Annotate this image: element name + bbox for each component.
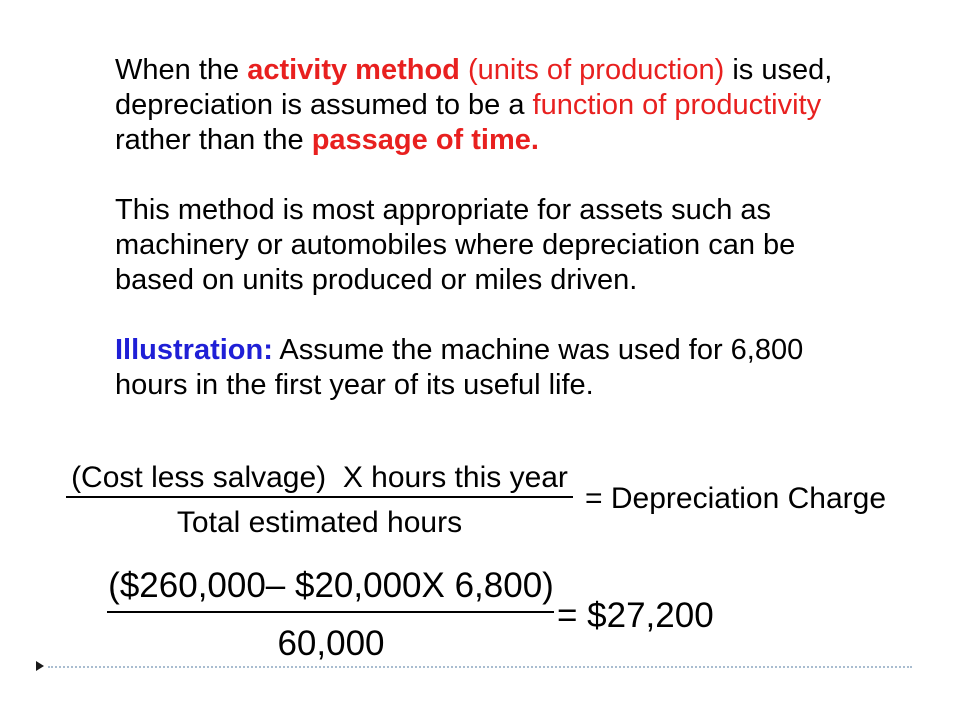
illustration-label: Illustration:	[115, 334, 273, 366]
text-run: machinery or automobiles where depreciation can be	[115, 229, 796, 261]
term-passage-of-time: passage of time.	[311, 124, 539, 156]
triangle-bullet-icon	[36, 661, 44, 671]
text-run: When the	[115, 54, 248, 86]
general-formula-fraction-bar	[66, 496, 573, 498]
text-line	[115, 333, 832, 368]
applied-formula-numerator: ($260,000– $20,000X 6,800)	[108, 566, 554, 605]
general-formula-denominator: Total estimated hours	[176, 506, 463, 539]
text-line	[115, 193, 832, 228]
text-line	[115, 88, 832, 123]
text-run: hours in the first year of its useful life.	[115, 369, 594, 401]
text-line	[115, 263, 832, 298]
paragraph-appropriate-assets	[115, 193, 832, 298]
text-line	[115, 228, 832, 263]
text-run: depreciation is assumed to be a	[115, 89, 533, 121]
footer-dotted-divider	[48, 666, 912, 668]
slide-body-text	[115, 53, 832, 403]
paragraph-illustration	[115, 333, 832, 403]
general-formula-result: = Depreciation Charge	[585, 482, 887, 515]
text-run: This method is most appropriate for assets such as	[115, 194, 772, 226]
text-line	[115, 368, 832, 403]
text-run: is used,	[724, 54, 833, 86]
applied-formula-denominator: 60,000	[277, 624, 385, 663]
text-line	[115, 53, 832, 88]
term-units-of-production: (units of production)	[459, 54, 725, 86]
text-run: rather than the	[115, 124, 312, 156]
applied-formula-fraction-bar	[107, 611, 554, 613]
paragraph-activity-method	[115, 53, 832, 158]
applied-formula-result: = $27,200	[557, 596, 714, 635]
term-activity-method: activity method	[247, 54, 460, 86]
term-function-of-productivity: function of productivity	[532, 89, 822, 121]
text-run: Assume the machine was used for 6,800	[272, 334, 804, 366]
general-formula-numerator: (Cost less salvage) X hours this year	[71, 461, 568, 494]
text-line	[115, 123, 832, 158]
text-run: based on units produced or miles driven.	[115, 264, 638, 296]
